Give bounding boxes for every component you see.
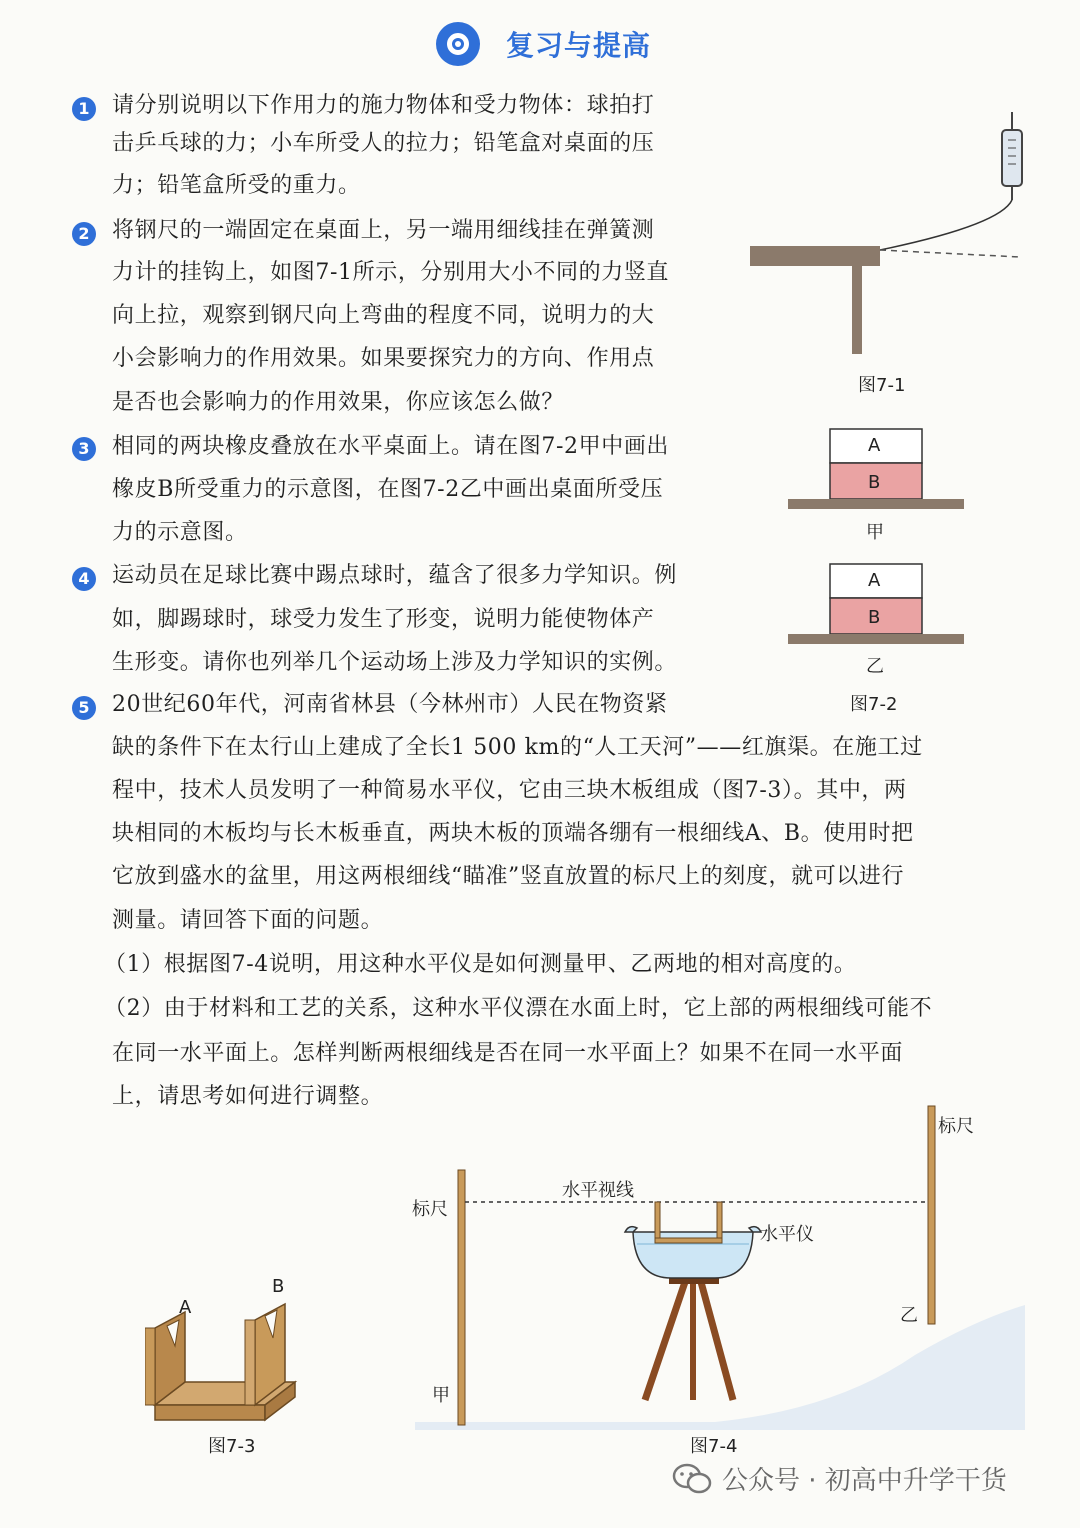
question-5-line: 在同一水平面上。怎样判断两根细线是否在同一水平面上？如果不在同一水平面 bbox=[112, 1041, 904, 1066]
watermark-text: 公众号 · 初高中升学干货 bbox=[722, 1466, 1007, 1496]
desk-surface bbox=[788, 634, 964, 644]
section-header bbox=[436, 20, 651, 68]
question-5-line: 缺的条件下在太行山上建成了全长1 500 km的“人工天河”——红旗渠。在施工过 bbox=[112, 735, 923, 760]
thread-b-label: B bbox=[272, 1276, 285, 1297]
table-top bbox=[750, 246, 880, 266]
left-ruler bbox=[458, 1170, 465, 1425]
question-number-4: 4 bbox=[72, 567, 96, 591]
question-1-line: 请分别说明以下作用力的施力物体和受力物体：球拍打 bbox=[112, 93, 655, 118]
question-2-line: 将钢尺的一端固定在桌面上，另一端用细线挂在弹簧测 bbox=[112, 218, 655, 243]
thread bbox=[880, 200, 1012, 250]
question-2-line: 向上拉，观察到钢尺向上弯曲的程度不同，说明力的大 bbox=[112, 303, 655, 328]
right-ruler bbox=[928, 1106, 935, 1324]
wechat-icon bbox=[672, 1462, 712, 1496]
figure-7-4-diagram bbox=[415, 1100, 1035, 1450]
eraser-a-label: A bbox=[868, 435, 881, 456]
question-4-line: 如，脚踢球时，球受力发生了形变，说明力能使物体产 bbox=[112, 607, 655, 632]
question-4-line: 生形变。请你也列举几个运动场上涉及力学知识的实例。 bbox=[112, 650, 678, 675]
tripod bbox=[645, 1274, 733, 1400]
watermark bbox=[672, 1460, 1007, 1497]
question-number-5: 5 bbox=[72, 696, 96, 720]
question-5-subquestion-1: （1）根据图7-4说明，用这种水平仪是如何测量甲、乙两地的相对高度的。 bbox=[104, 952, 857, 977]
water-basin bbox=[625, 1227, 761, 1278]
figure-7-1-caption: 图7-1 bbox=[858, 375, 906, 396]
figure-7-2-caption: 图7-2 bbox=[850, 694, 898, 715]
question-5-line: 它放到盛水的盆里，用这两根细线“瞄准”竖直放置的标尺上的刻度，就可以进行 bbox=[112, 864, 905, 889]
desk-surface bbox=[788, 499, 964, 509]
eraser-a-label: A bbox=[868, 570, 881, 591]
spring-scale bbox=[1002, 112, 1022, 200]
question-4-line: 运动员在足球比赛中踢点球时，蕴含了很多力学知识。例 bbox=[112, 563, 678, 588]
question-2-line: 力计的挂钩上，如图7-1所示，分别用大小不同的力竖直 bbox=[112, 260, 670, 285]
question-number-2: 2 bbox=[72, 222, 96, 246]
question-5-line: 测量。请回答下面的问题。 bbox=[112, 908, 384, 933]
question-3-line: 力的示意图。 bbox=[112, 520, 248, 545]
question-5-line: 20世纪60年代，河南省林县（今林州市）人民在物资紧 bbox=[112, 692, 668, 717]
figure-7-3-caption: 图7-3 bbox=[208, 1436, 256, 1457]
table-leg bbox=[852, 266, 862, 354]
figure-7-2-jia-label: 甲 bbox=[866, 522, 884, 543]
ruler-rest-position bbox=[880, 250, 1020, 257]
question-3-line: 橡皮B所受重力的示意图，在图7-2乙中画出桌面所受压 bbox=[112, 477, 664, 502]
figure-7-2-yi-label: 乙 bbox=[866, 656, 884, 677]
sight-line-label: 水平视线 bbox=[562, 1180, 634, 1201]
question-5-line: 程中，技术人员发明了一种简易水平仪，它由三块木板组成（图7-3）。其中，两 bbox=[112, 778, 907, 803]
level-instrument bbox=[145, 1304, 295, 1420]
question-number-1: 1 bbox=[72, 97, 96, 121]
question-5-subquestion-2: （2）由于材料和工艺的关系，这种水平仪漂在水面上时，它上部的两根细线可能不 bbox=[104, 996, 933, 1021]
question-1-line: 力；铅笔盒所受的重力。 bbox=[112, 173, 361, 198]
figure-7-4-caption: 图7-4 bbox=[690, 1436, 738, 1457]
left-ruler-label: 标尺 bbox=[412, 1199, 448, 1220]
section-title: 复习与提高 bbox=[506, 29, 652, 62]
question-5-line: 上，请思考如何进行调整。 bbox=[112, 1084, 384, 1109]
figure-7-1-diagram bbox=[740, 100, 1040, 360]
question-2-line: 是否也会影响力的作用效果，你应该怎么做？ bbox=[112, 390, 565, 415]
level-label: 水平仪 bbox=[760, 1224, 814, 1245]
question-3-line: 相同的两块橡皮叠放在水平桌面上。请在图7-2甲中画出 bbox=[112, 434, 670, 459]
figure-7-3-diagram bbox=[145, 1290, 325, 1450]
thread-a-label: A bbox=[179, 1297, 192, 1318]
question-5-line: 块相同的木板均与长木板垂直，两块木板的顶端各绷有一根细线A、B。使用时把 bbox=[112, 821, 914, 846]
target-icon bbox=[436, 22, 480, 66]
question-2-line: 小会影响力的作用效果。如果要探究力的方向、作用点 bbox=[112, 346, 655, 371]
question-1-line: 击乒乓球的力；小车所受人的拉力；铅笔盒对桌面的压 bbox=[112, 131, 655, 156]
eraser-b-label: B bbox=[868, 607, 881, 628]
point-yi-label: 乙 bbox=[900, 1305, 918, 1326]
right-ruler-label: 标尺 bbox=[938, 1116, 974, 1137]
question-number-3: 3 bbox=[72, 437, 96, 461]
eraser-b-label: B bbox=[868, 472, 881, 493]
point-jia-label: 甲 bbox=[432, 1385, 450, 1406]
